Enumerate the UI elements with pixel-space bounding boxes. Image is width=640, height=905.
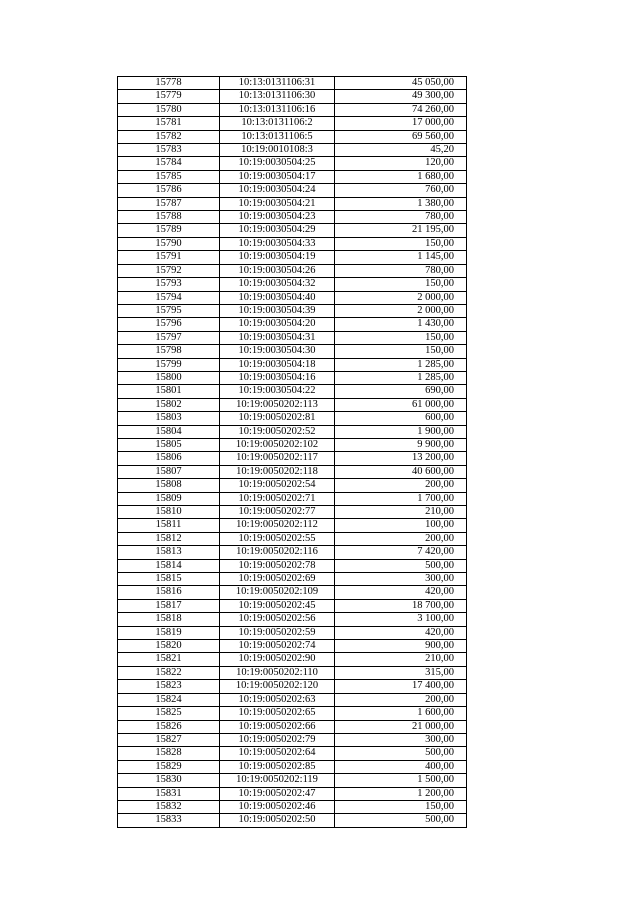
amount-cell: 13 200,00 xyxy=(335,452,467,465)
table-row xyxy=(118,358,467,371)
cadastral-number-cell: 10:19:0050202:52 xyxy=(220,425,335,438)
cadastral-number-cell: 10:19:0030504:23 xyxy=(220,211,335,224)
table-row xyxy=(118,532,467,545)
row-number-cell: 15829 xyxy=(118,760,220,773)
table-row xyxy=(118,264,467,277)
table-row xyxy=(118,157,467,170)
table-row xyxy=(118,117,467,130)
amount-cell: 315,00 xyxy=(335,666,467,679)
amount-cell: 210,00 xyxy=(335,506,467,519)
cadastral-number-cell: 10:19:0030504:30 xyxy=(220,345,335,358)
amount-cell: 1 145,00 xyxy=(335,251,467,264)
amount-cell: 500,00 xyxy=(335,747,467,760)
cadastral-number-cell: 10:19:0030504:17 xyxy=(220,170,335,183)
cadastral-number-cell: 10:19:0030504:40 xyxy=(220,291,335,304)
table-row xyxy=(118,278,467,291)
row-number-cell: 15805 xyxy=(118,438,220,451)
table-row xyxy=(118,546,467,559)
table-row xyxy=(118,506,467,519)
cadastral-number-cell: 10:19:0050202:71 xyxy=(220,492,335,505)
row-number-cell: 15827 xyxy=(118,733,220,746)
row-number-cell: 15810 xyxy=(118,506,220,519)
amount-cell: 74 260,00 xyxy=(335,103,467,116)
cadastral-number-cell: 10:19:0010108:3 xyxy=(220,144,335,157)
amount-cell: 2 000,00 xyxy=(335,291,467,304)
cadastral-number-cell: 10:19:0050202:102 xyxy=(220,438,335,451)
amount-cell: 100,00 xyxy=(335,519,467,532)
amount-cell: 61 000,00 xyxy=(335,398,467,411)
row-number-cell: 15794 xyxy=(118,291,220,304)
table-row xyxy=(118,224,467,237)
cadastral-number-cell: 10:19:0050202:120 xyxy=(220,680,335,693)
table-row xyxy=(118,304,467,317)
table-row xyxy=(118,586,467,599)
cadastral-number-cell: 10:19:0030504:24 xyxy=(220,184,335,197)
cadastral-number-cell: 10:19:0050202:47 xyxy=(220,787,335,800)
amount-cell: 40 600,00 xyxy=(335,465,467,478)
table-row xyxy=(118,251,467,264)
cadastral-number-cell: 10:19:0030504:19 xyxy=(220,251,335,264)
row-number-cell: 15828 xyxy=(118,747,220,760)
table-row xyxy=(118,371,467,384)
row-number-cell: 15792 xyxy=(118,264,220,277)
row-number-cell: 15826 xyxy=(118,720,220,733)
cadastral-number-cell: 10:19:0050202:69 xyxy=(220,573,335,586)
amount-cell: 1 430,00 xyxy=(335,318,467,331)
amount-cell: 690,00 xyxy=(335,385,467,398)
row-number-cell: 15818 xyxy=(118,613,220,626)
table-row xyxy=(118,90,467,103)
amount-cell: 210,00 xyxy=(335,653,467,666)
table-row xyxy=(118,103,467,116)
cadastral-number-cell: 10:19:0030504:29 xyxy=(220,224,335,237)
cadastral-number-cell: 10:19:0050202:59 xyxy=(220,626,335,639)
amount-cell: 1 200,00 xyxy=(335,787,467,800)
amount-cell: 69 560,00 xyxy=(335,130,467,143)
table-row xyxy=(118,733,467,746)
table-row xyxy=(118,291,467,304)
table-row xyxy=(118,331,467,344)
table-row xyxy=(118,237,467,250)
table-row xyxy=(118,211,467,224)
table-row xyxy=(118,197,467,210)
cadastral-number-cell: 10:19:0030504:33 xyxy=(220,237,335,250)
row-number-cell: 15822 xyxy=(118,666,220,679)
row-number-cell: 15806 xyxy=(118,452,220,465)
row-number-cell: 15808 xyxy=(118,479,220,492)
amount-cell: 200,00 xyxy=(335,479,467,492)
amount-cell: 150,00 xyxy=(335,800,467,813)
cadastral-number-cell: 10:19:0050202:55 xyxy=(220,532,335,545)
row-number-cell: 15803 xyxy=(118,412,220,425)
row-number-cell: 15789 xyxy=(118,224,220,237)
table-row xyxy=(118,385,467,398)
amount-cell: 500,00 xyxy=(335,814,467,827)
cadastral-number-cell: 10:19:0030504:18 xyxy=(220,358,335,371)
amount-cell: 21 000,00 xyxy=(335,720,467,733)
cadastral-number-cell: 10:19:0050202:79 xyxy=(220,733,335,746)
amount-cell: 400,00 xyxy=(335,760,467,773)
table-row xyxy=(118,519,467,532)
cadastral-number-cell: 10:19:0050202:63 xyxy=(220,693,335,706)
row-number-cell: 15797 xyxy=(118,331,220,344)
table-row xyxy=(118,707,467,720)
cadastral-number-cell: 10:13:0131106:2 xyxy=(220,117,335,130)
cadastral-number-cell: 10:19:0030504:16 xyxy=(220,371,335,384)
amount-cell: 200,00 xyxy=(335,532,467,545)
table-row xyxy=(118,599,467,612)
table-row xyxy=(118,184,467,197)
row-number-cell: 15788 xyxy=(118,211,220,224)
table-row xyxy=(118,613,467,626)
amount-cell: 45,20 xyxy=(335,144,467,157)
amount-cell: 1 680,00 xyxy=(335,170,467,183)
cadastral-number-cell: 10:19:0050202:64 xyxy=(220,747,335,760)
row-number-cell: 15820 xyxy=(118,640,220,653)
amount-cell: 1 600,00 xyxy=(335,707,467,720)
row-number-cell: 15782 xyxy=(118,130,220,143)
cadastral-number-cell: 10:19:0050202:113 xyxy=(220,398,335,411)
cadastral-number-cell: 10:19:0050202:109 xyxy=(220,586,335,599)
amount-cell: 18 700,00 xyxy=(335,599,467,612)
amount-cell: 780,00 xyxy=(335,211,467,224)
row-number-cell: 15795 xyxy=(118,304,220,317)
row-number-cell: 15800 xyxy=(118,371,220,384)
cadastral-number-cell: 10:19:0050202:45 xyxy=(220,599,335,612)
row-number-cell: 15779 xyxy=(118,90,220,103)
table-row xyxy=(118,412,467,425)
row-number-cell: 15817 xyxy=(118,599,220,612)
row-number-cell: 15833 xyxy=(118,814,220,827)
amount-cell: 150,00 xyxy=(335,278,467,291)
row-number-cell: 15787 xyxy=(118,197,220,210)
cadastral-number-cell: 10:19:0030504:20 xyxy=(220,318,335,331)
row-number-cell: 15823 xyxy=(118,680,220,693)
amount-cell: 49 300,00 xyxy=(335,90,467,103)
cadastral-number-cell: 10:19:0050202:46 xyxy=(220,800,335,813)
cadastral-number-cell: 10:19:0030504:26 xyxy=(220,264,335,277)
amount-cell: 1 500,00 xyxy=(335,774,467,787)
row-number-cell: 15793 xyxy=(118,278,220,291)
cadastral-number-cell: 10:13:0131106:31 xyxy=(220,77,335,90)
cadastral-number-cell: 10:19:0050202:116 xyxy=(220,546,335,559)
table-row xyxy=(118,465,467,478)
row-number-cell: 15825 xyxy=(118,707,220,720)
cadastral-number-cell: 10:19:0050202:74 xyxy=(220,640,335,653)
amount-cell: 420,00 xyxy=(335,586,467,599)
table-row xyxy=(118,747,467,760)
amount-cell: 7 420,00 xyxy=(335,546,467,559)
amount-cell: 1 700,00 xyxy=(335,492,467,505)
amount-cell: 2 000,00 xyxy=(335,304,467,317)
cadastral-number-cell: 10:19:0030504:39 xyxy=(220,304,335,317)
amount-cell: 3 100,00 xyxy=(335,613,467,626)
table-row xyxy=(118,626,467,639)
cadastral-number-cell: 10:19:0050202:118 xyxy=(220,465,335,478)
cadastral-number-cell: 10:19:0030504:22 xyxy=(220,385,335,398)
row-number-cell: 15791 xyxy=(118,251,220,264)
amount-cell: 1 285,00 xyxy=(335,371,467,384)
cadastral-number-cell: 10:19:0050202:85 xyxy=(220,760,335,773)
amount-cell: 1 380,00 xyxy=(335,197,467,210)
cadastral-number-cell: 10:19:0050202:90 xyxy=(220,653,335,666)
row-number-cell: 15807 xyxy=(118,465,220,478)
row-number-cell: 15819 xyxy=(118,626,220,639)
table-row xyxy=(118,653,467,666)
row-number-cell: 15801 xyxy=(118,385,220,398)
row-number-cell: 15824 xyxy=(118,693,220,706)
table-row xyxy=(118,693,467,706)
amount-cell: 300,00 xyxy=(335,733,467,746)
cadastral-number-cell: 10:19:0050202:117 xyxy=(220,452,335,465)
table-row xyxy=(118,774,467,787)
table-row xyxy=(118,438,467,451)
cadastral-number-cell: 10:19:0030504:21 xyxy=(220,197,335,210)
table-row xyxy=(118,666,467,679)
row-number-cell: 15816 xyxy=(118,586,220,599)
row-number-cell: 15798 xyxy=(118,345,220,358)
cadastral-number-cell: 10:19:0050202:77 xyxy=(220,506,335,519)
row-number-cell: 15821 xyxy=(118,653,220,666)
cadastral-number-cell: 10:19:0050202:56 xyxy=(220,613,335,626)
row-number-cell: 15804 xyxy=(118,425,220,438)
row-number-cell: 15799 xyxy=(118,358,220,371)
table-row xyxy=(118,640,467,653)
cadastral-number-cell: 10:19:0050202:119 xyxy=(220,774,335,787)
row-number-cell: 15783 xyxy=(118,144,220,157)
row-number-cell: 15814 xyxy=(118,559,220,572)
cadastral-number-cell: 10:19:0050202:65 xyxy=(220,707,335,720)
data-table xyxy=(117,76,467,828)
table-row xyxy=(118,800,467,813)
row-number-cell: 15830 xyxy=(118,774,220,787)
amount-cell: 45 050,00 xyxy=(335,77,467,90)
amount-cell: 17 000,00 xyxy=(335,117,467,130)
amount-cell: 17 400,00 xyxy=(335,680,467,693)
row-number-cell: 15790 xyxy=(118,237,220,250)
cadastral-number-cell: 10:19:0050202:66 xyxy=(220,720,335,733)
table-row xyxy=(118,492,467,505)
cadastral-number-cell: 10:19:0050202:78 xyxy=(220,559,335,572)
table-row xyxy=(118,787,467,800)
amount-cell: 1 900,00 xyxy=(335,425,467,438)
row-number-cell: 15778 xyxy=(118,77,220,90)
amount-cell: 150,00 xyxy=(335,331,467,344)
table-row xyxy=(118,170,467,183)
amount-cell: 200,00 xyxy=(335,693,467,706)
cadastral-number-cell: 10:19:0030504:32 xyxy=(220,278,335,291)
amount-cell: 150,00 xyxy=(335,237,467,250)
row-number-cell: 15815 xyxy=(118,573,220,586)
row-number-cell: 15812 xyxy=(118,532,220,545)
table-row xyxy=(118,814,467,827)
cadastral-number-cell: 10:13:0131106:30 xyxy=(220,90,335,103)
row-number-cell: 15786 xyxy=(118,184,220,197)
table-row xyxy=(118,318,467,331)
amount-cell: 300,00 xyxy=(335,573,467,586)
amount-cell: 780,00 xyxy=(335,264,467,277)
amount-cell: 1 285,00 xyxy=(335,358,467,371)
table-row xyxy=(118,479,467,492)
table-row xyxy=(118,559,467,572)
amount-cell: 150,00 xyxy=(335,345,467,358)
row-number-cell: 15785 xyxy=(118,170,220,183)
table-row xyxy=(118,130,467,143)
table-row xyxy=(118,345,467,358)
row-number-cell: 15811 xyxy=(118,519,220,532)
row-number-cell: 15813 xyxy=(118,546,220,559)
cadastral-number-cell: 10:19:0050202:112 xyxy=(220,519,335,532)
row-number-cell: 15802 xyxy=(118,398,220,411)
table-row xyxy=(118,573,467,586)
table-row xyxy=(118,398,467,411)
cadastral-number-cell: 10:19:0050202:81 xyxy=(220,412,335,425)
cadastral-number-cell: 10:13:0131106:5 xyxy=(220,130,335,143)
cadastral-number-cell: 10:19:0030504:31 xyxy=(220,331,335,344)
amount-cell: 500,00 xyxy=(335,559,467,572)
table-body xyxy=(118,77,467,828)
amount-cell: 760,00 xyxy=(335,184,467,197)
table-row xyxy=(118,425,467,438)
row-number-cell: 15780 xyxy=(118,103,220,116)
row-number-cell: 15832 xyxy=(118,800,220,813)
table-row xyxy=(118,760,467,773)
cadastral-number-cell: 10:13:0131106:16 xyxy=(220,103,335,116)
amount-cell: 420,00 xyxy=(335,626,467,639)
row-number-cell: 15831 xyxy=(118,787,220,800)
amount-cell: 600,00 xyxy=(335,412,467,425)
row-number-cell: 15809 xyxy=(118,492,220,505)
cadastral-number-cell: 10:19:0050202:110 xyxy=(220,666,335,679)
amount-cell: 120,00 xyxy=(335,157,467,170)
table-row xyxy=(118,720,467,733)
row-number-cell: 15784 xyxy=(118,157,220,170)
amount-cell: 900,00 xyxy=(335,640,467,653)
row-number-cell: 15796 xyxy=(118,318,220,331)
row-number-cell: 15781 xyxy=(118,117,220,130)
table-row xyxy=(118,452,467,465)
amount-cell: 21 195,00 xyxy=(335,224,467,237)
table-row xyxy=(118,77,467,90)
cadastral-number-cell: 10:19:0050202:50 xyxy=(220,814,335,827)
table-row xyxy=(118,680,467,693)
cadastral-number-cell: 10:19:0030504:25 xyxy=(220,157,335,170)
cadastral-number-cell: 10:19:0050202:54 xyxy=(220,479,335,492)
table-row xyxy=(118,144,467,157)
amount-cell: 9 900,00 xyxy=(335,438,467,451)
